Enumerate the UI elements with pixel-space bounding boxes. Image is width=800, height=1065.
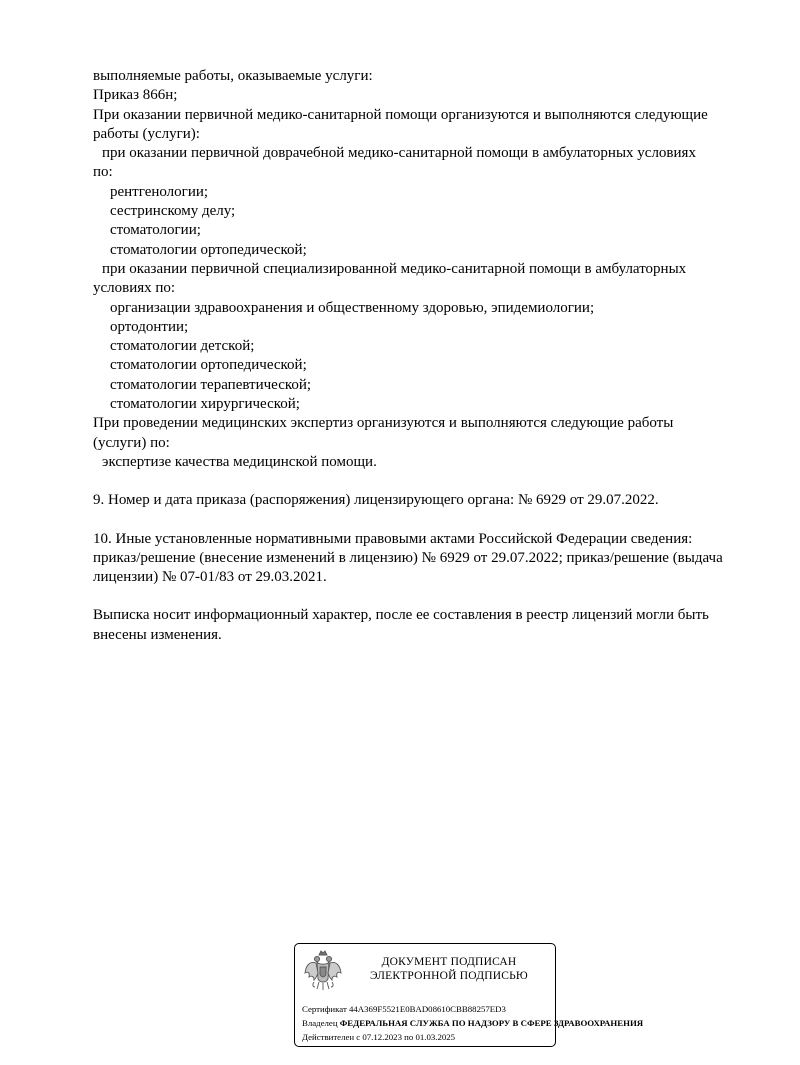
list-item: стоматологии ортопедической; (110, 357, 307, 374)
text-line: Приказ 866н; (93, 87, 178, 104)
document-body (93, 67, 763, 645)
signature-title (351, 955, 547, 983)
certificate-number: 44A369F5521E0BAD08610CBB88257ED3 (349, 1004, 506, 1014)
list-item: ортодонтии; (110, 318, 189, 335)
text-line: При проведении медицинских экспертиз организуются и выполняются следующие работы (93, 415, 674, 432)
text-line: при оказании первичной специализированной медико-санитарной помощи в амбулаторных (102, 260, 687, 277)
text-line: При оказании первичной медико-санитарной помощи организуются и выполняются следующие (93, 106, 708, 123)
list-item: рентгенологии; (110, 183, 209, 200)
notice-line: внесены изменения. (93, 626, 222, 643)
text-line: (услуги) по: (93, 434, 170, 451)
text-line: экспертизе качества медицинской помощи. (102, 453, 377, 470)
spacer (93, 472, 763, 491)
list-item: стоматологии ортопедической; (110, 241, 307, 258)
coat-of-arms-icon (303, 949, 343, 993)
electronic-signature-stamp (294, 943, 644, 1047)
text-line: выполняемые работы, оказываемые услуги: (93, 68, 373, 84)
text-line: условиях по: (93, 280, 176, 297)
text-line: работы (услуги): (93, 125, 200, 142)
owner-name: ФЕДЕРАЛЬНАЯ СЛУЖБА ПО НАДЗОРУ В СФЕРЕ ЗДРАВООХРАНЕНИЯ (339, 1018, 644, 1028)
signature-title-line: ЭЛЕКТРОННОЙ ПОДПИСЬЮ (370, 970, 528, 982)
certificate-row (302, 1002, 592, 1016)
notice-line: Выписка носит информационный характер, после ее составления в реестр лицензий могли быть (93, 607, 709, 624)
signature-details (302, 1002, 644, 1044)
section-9: 9. Номер и дата приказа (распоряжения) лицензирующего органа: № 6929 от 29.07.2022. (93, 492, 659, 509)
list-item: стоматологии детской; (110, 338, 255, 355)
validity-row: Действителен с 07.12.2023 по 01.03.2025 (302, 1032, 456, 1042)
spacer (93, 511, 763, 530)
section-10-line: 10. Иные установленные нормативными правовыми актами Российской Федерации сведения: (93, 530, 693, 547)
list-item: стоматологии терапевтической; (110, 376, 312, 393)
signature-title-line: ДОКУМЕНТ ПОДПИСАН (381, 956, 517, 968)
spacer (93, 587, 763, 606)
list-item: стоматологии; (110, 222, 201, 239)
certificate-label: Сертификат (302, 1004, 347, 1014)
section-10-line: лицензии) № 07-01/83 от 29.03.2021. (93, 569, 327, 586)
owner-row (302, 1016, 644, 1030)
owner-label: Владелец (302, 1018, 338, 1028)
text-line: при оказании первичной доврачебной медико-санитарной помощи в амбулаторных условиях (102, 145, 696, 162)
list-item: организации здравоохранения и общественному здоровью, эпидемиологии; (110, 299, 595, 316)
list-item: сестринскому делу; (110, 203, 236, 220)
list-item: стоматологии хирургической; (110, 396, 300, 413)
text-line: по: (93, 164, 113, 181)
section-10-line: приказ/решение (внесение изменений в лицензию) № 6929 от 29.07.2022; приказ/решение (выдача (93, 549, 723, 566)
